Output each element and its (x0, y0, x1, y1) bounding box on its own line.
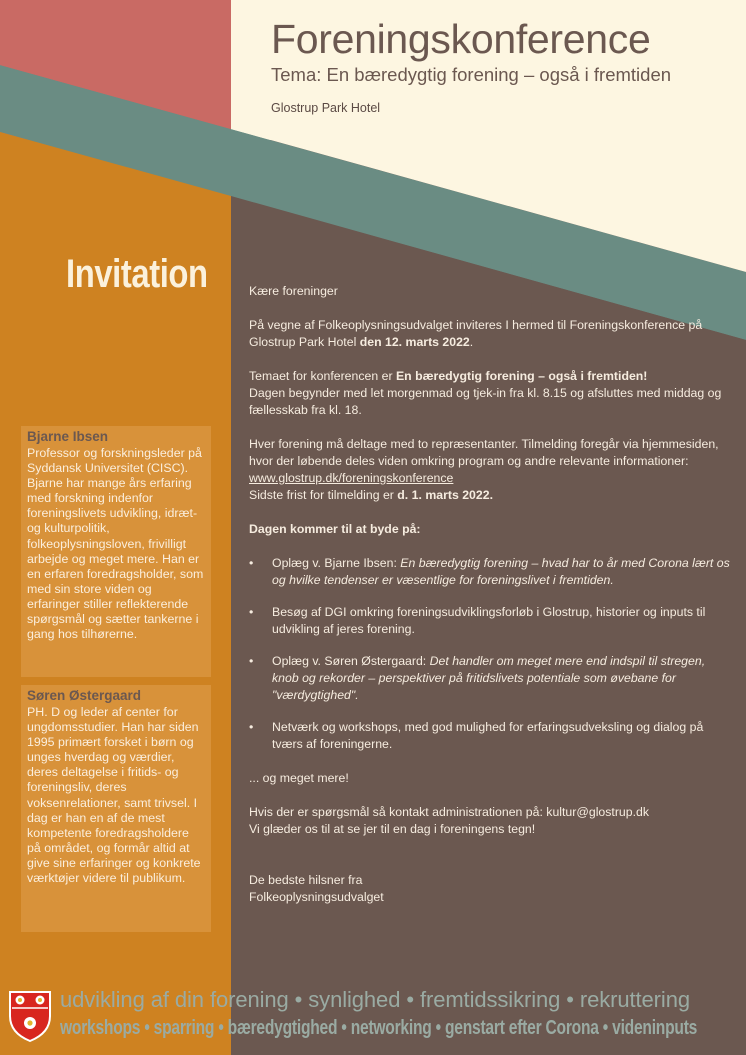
more-text: ... og meget mere! (249, 771, 349, 785)
footer-keywords-line1: udvikling af din forening • synlighed • fremtidssikring • rekruttering (60, 987, 690, 1012)
greeting: Kære foreninger (249, 284, 338, 298)
bullet-icon: • (249, 654, 254, 668)
contact-paragraph: Hvis der er spørgsmål så kontakt administrationen på: kultur@glostrup.dk Vi glæder os til at se jer til en dag i foreningens tegn! (249, 805, 650, 836)
sign-off: De bedste hilsner fra Folkeoplysningsudvalget (249, 873, 384, 904)
bullet-icon: • (249, 556, 254, 570)
list-item: • Netværk og workshops, med god mulighed for erfaringsudveksling og dialog på tværs af foreningerne. (249, 720, 704, 751)
speaker-name: Bjarne Ibsen (27, 429, 109, 444)
glostrup-coat-of-arms-icon (8, 990, 52, 1042)
list-item: • Besøg af DGI omkring foreningsudviklingsforløb i Glostrup, historier og inputs til udvikling af jeres forening. (249, 605, 706, 636)
page-subtitle: Tema: En bæredygtig forening – også i fremtiden (271, 64, 672, 85)
speaker-name: Søren Østergaard (27, 688, 142, 703)
list-item: • Oplæg v. Bjarne Ibsen: En bæredygtig forening – hvad har to år med Corona lært os og hvilke tendenser er væsentlige for foreningslivet i fremtiden. (249, 556, 730, 587)
theme-paragraph: Temaet for konferencen er En bæredygtig forening – også i fremtiden! Dagen begynder med let morgenmad og tjek-in fra kl. 8.15 og afsluttes med middag og fællesskab fra kl. 18. (249, 369, 722, 417)
invitation-heading: Invitation (66, 252, 208, 296)
speaker-card-soren (21, 685, 211, 932)
registration-paragraph: Hver forening må deltage med to repræsentanter. Tilmelding foregår via hjemmesiden, hvor der løbende deles viden omkring program og andre relevante informationer: www.glostrup.dk/foreningskonference Sidste frist for tilmelding er d. 1. marts 2022. (249, 437, 719, 502)
deadline-date: d. 1. marts 2022. (397, 488, 493, 502)
page-title: Foreningskonference (271, 16, 651, 62)
list-item: • Oplæg v. Søren Østergaard: Det handler om meget mere end indspil til stregen, knob og rekorder – perspektiver på fritidslivets potentiale som øvebane for "værdygtighed". (249, 654, 706, 702)
speaker-bio: Professor og forskningsleder på Syddansk Universitet (CISC). Bjarne har mange års erfaring med forskning indenfor foreningslivets udvikling, idræt- og kulturpolitik, folkeoplysningsloven, frivilligt arbejde og meget mere. Han er en erfaren foredragsholder, som med sin store viden og erfaringer stiller reflekterende spørgsmål og sætter tankerne i gang hos tilhørerne. (27, 446, 204, 642)
bullet-icon: • (249, 605, 254, 619)
program-heading: Dagen kommer til at byde på: (249, 522, 421, 536)
theme-text: En bæredygtig forening – også i fremtiden! (395, 369, 648, 383)
invitation-letter (249, 283, 733, 923)
intro-paragraph: På vegne af Folkeoplysningsudvalget inviteres I hermed til Foreningskonference på Glostrup Park Hotel den 12. marts 2022. (249, 318, 703, 349)
footer-keywords-line2: workshops • sparring • bæredygtighed • networking • genstart efter Corona • videninputs (60, 1017, 698, 1039)
conference-date: den 12. marts 2022 (359, 335, 470, 349)
signature: Folkeoplysningsudvalget (249, 890, 384, 904)
program-list (249, 555, 733, 753)
speaker-card-bjarne (21, 426, 211, 677)
bullet-icon: • (249, 720, 254, 734)
speaker-bio: PH. D og leder af center for ungdomsstudier. Han har siden 1995 primært forsket i børn og unges hverdag og værdier, deres deltagelse i fritids- og foreningsliv, deres voksenrelationer, samt trivsel. I dag er han en af de mest kompetente foredragsholdere på området, og formår altid at give sine erfaringer og konkrete værktøjer videre til publikum. (27, 705, 201, 886)
venue-label: Glostrup Park Hotel (271, 101, 381, 115)
registration-link[interactable]: www.glostrup.dk/foreningskonference (249, 471, 454, 485)
